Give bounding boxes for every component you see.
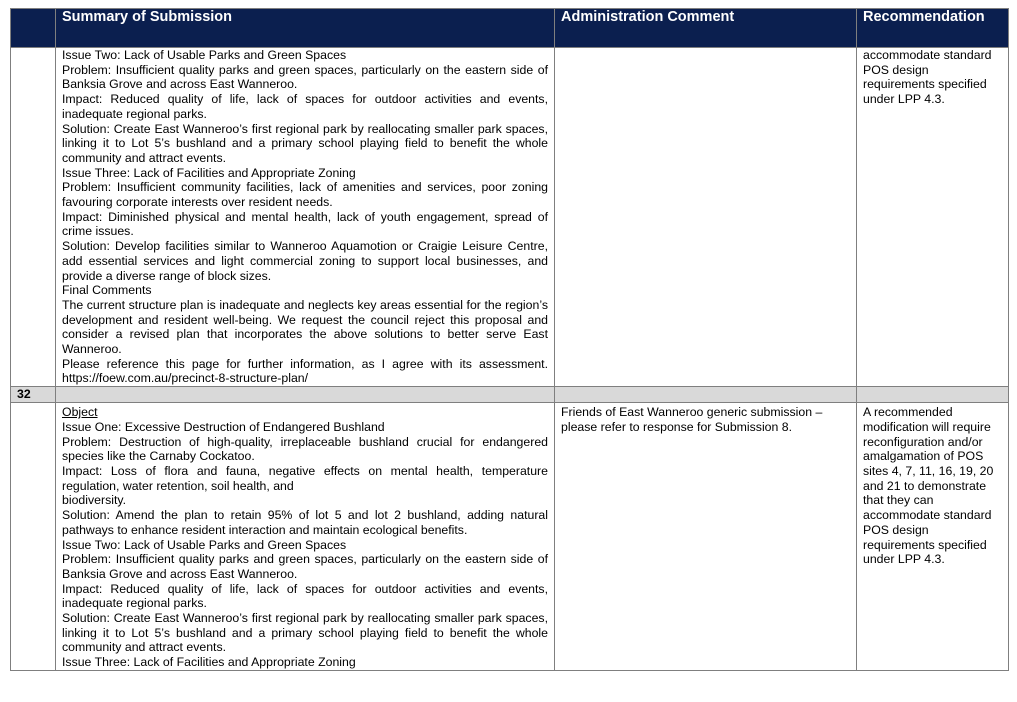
separator-cell [857, 387, 1009, 403]
recommendation-cell: A recommended modification will require reconfiguration and/or amalgamation of POS sites 4, 7, 11, 16, 19, 20 and 21 to demonstrate that they can accommodate standard POS design requirements specified under LPP 4.3. [857, 403, 1009, 671]
summary-line: Impact: Loss of flora and fauna, negative effects on mental health, temperature regulation, water retention, soil health, and [62, 463, 548, 493]
submissions-table [10, 8, 1009, 671]
summary-cell [56, 48, 555, 387]
summary-heading: Object [62, 405, 98, 420]
separator-cell [555, 387, 857, 403]
separator-cell [56, 387, 555, 403]
summary-line: Problem: Insufficient quality parks and green spaces, particularly on the eastern side of Banksia Grove and across East Wanneroo. [62, 62, 548, 92]
summary-line: Issue Three: Lack of Facilities and Appropriate Zoning [62, 655, 356, 670]
admin-comment-cell [555, 48, 857, 387]
summary-line: Problem: Insufficient community facilities, lack of amenities and services, poor zoning favouring corporate interests over resident needs. [62, 180, 548, 210]
row-number-cell [11, 48, 56, 387]
table-row-continued [11, 48, 1009, 387]
header-number-cell [11, 9, 56, 48]
summary-line: Solution: Develop facilities similar to Wanneroo Aquamotion or Craigie Leisure Centre, add essential services and light commercial zoning to support local businesses, and provide a diverse range of block sizes. [62, 239, 548, 283]
summary-line: Issue One: Excessive Destruction of Endangered Bushland [62, 419, 385, 434]
table-row-32 [11, 403, 1009, 671]
admin-comment-cell: Friends of East Wanneroo generic submission – please refer to response for Submission 8. [555, 403, 857, 671]
submission-number: 32 [11, 387, 56, 403]
summary-line: The current structure plan is inadequate and neglects key areas essential for the region’s development and resident well-being. We request the council reject this proposal and consider a revised plan that incorporates the above solutions to better serve East Wanneroo. [62, 297, 548, 357]
summary-line: biodiversity. [62, 493, 127, 508]
summary-line: Issue Three: Lack of Facilities and Appropriate Zoning [62, 165, 356, 180]
summary-line: Solution: Amend the plan to retain 95% of lot 5 and lot 2 bushland, adding natural pathways to enhance resident interaction and maintain ecological benefits. [62, 508, 548, 537]
summary-line: Issue Two: Lack of Usable Parks and Green Spaces [62, 537, 347, 552]
summary-line: Final Comments [62, 283, 152, 298]
summary-line: Problem: Destruction of high-quality, irreplaceable bushland crucial for endangered species like the Carnaby Cockatoo. [62, 434, 548, 464]
recommendation-cell: accommodate standard POS design requirements specified under LPP 4.3. [857, 48, 1009, 387]
header-admin-comment: Administration Comment [555, 9, 857, 48]
row-number-cell [11, 403, 56, 671]
reference-url: https://foew.com.au/precinct-8-structure-plan/ [62, 371, 309, 386]
summary-line: Solution: Create East Wanneroo’s first regional park by reallocating smaller park spaces, linking it to Lot 5’s bushland and a primary school playing field to benefit the whole community and attract events. [62, 611, 548, 655]
submission-number-row [11, 387, 1009, 403]
summary-line: Impact: Diminished physical and mental health, lack of youth engagement, spread of crime issues. [62, 209, 548, 239]
summary-line: Problem: Insufficient quality parks and green spaces, particularly on the eastern side of Banksia Grove and across East Wanneroo. [62, 552, 548, 581]
summary-line: Impact: Reduced quality of life, lack of spaces for outdoor activities and events, inadequate regional parks. [62, 581, 548, 611]
header-summary: Summary of Submission [56, 9, 555, 48]
header-recommendation: Recommendation [857, 9, 1009, 48]
summary-line: Please reference this page for further information, as I agree with its assessment. [62, 356, 548, 371]
summary-line: Issue Two: Lack of Usable Parks and Green Spaces [62, 48, 347, 62]
summary-line: Solution: Create East Wanneroo’s first regional park by reallocating smaller park spaces, linking it to Lot 5’s bushland and a primary school playing field to benefit the whole community and attract events. [62, 121, 548, 165]
summary-line: Impact: Reduced quality of life, lack of spaces for outdoor activities and events, inadequate regional parks. [62, 92, 548, 121]
summary-cell [56, 403, 555, 671]
table-header-row [11, 9, 1009, 48]
